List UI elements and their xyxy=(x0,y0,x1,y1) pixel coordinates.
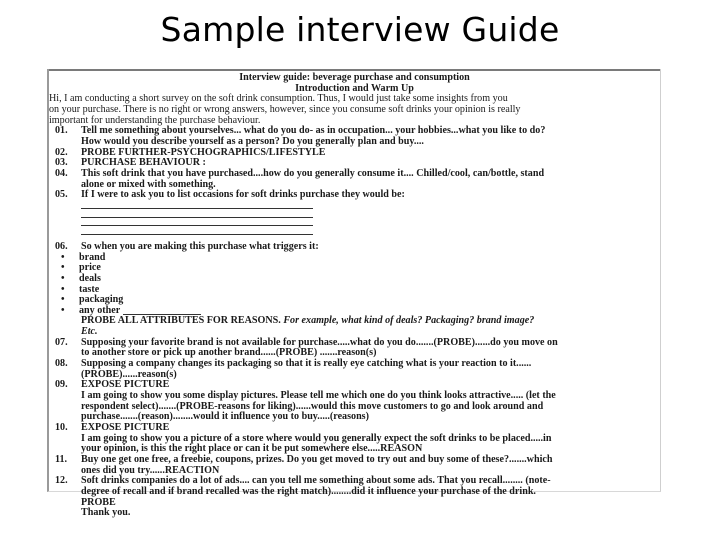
question-number: 05. xyxy=(55,189,68,201)
question-text: PURCHASE BEHAVIOUR : xyxy=(81,157,206,169)
list-item xyxy=(61,295,654,306)
question-number: 11. xyxy=(55,454,68,465)
intro-line: Hi, I am conducting a short survey on the soft drink consumption. Thus, I would just take some insights from you xyxy=(49,93,508,105)
question-text: Buy one get one free, a freebie, coupons, prizes. Do you get moved to try out and buy some of these?.......which xyxy=(81,454,553,465)
question-text: I am going to show you some display pictures. Please tell me which one do you think looks attractive..... (let the xyxy=(81,390,556,402)
intro-paragraph xyxy=(49,94,654,126)
question-text: alone or mixed with something. xyxy=(81,178,216,190)
question-text: respondent select).......(PROBE-reasons for liking)......would this move customers to go and look around and xyxy=(81,400,544,412)
answer-line xyxy=(81,209,313,218)
question-06 xyxy=(55,242,654,253)
list-item-label: brand xyxy=(79,251,106,263)
question-number: 08. xyxy=(55,358,68,370)
question-number: 03. xyxy=(55,157,68,169)
bullet-icon: • xyxy=(61,304,65,316)
question-text: So when you are making this purchase what triggers it: xyxy=(81,240,319,252)
question-title: EXPOSE PICTURE xyxy=(81,422,170,434)
bullet-icon: • xyxy=(61,283,65,295)
question-text: How would you describe yourself as a person? Do you generally plan and buy.... xyxy=(81,135,424,147)
question-text: If I were to ask you to list occasions for soft drinks purchase they would be: xyxy=(81,189,405,201)
question-11 xyxy=(55,455,654,476)
question-number: 06. xyxy=(55,240,68,252)
question-09 xyxy=(55,380,654,423)
answer-line xyxy=(81,218,313,227)
question-04 xyxy=(55,169,654,190)
question-10 xyxy=(55,423,654,455)
question-number: 09. xyxy=(55,379,68,391)
question-number: 07. xyxy=(55,336,68,348)
question-title: EXPOSE PICTURE xyxy=(81,379,170,391)
closing-text: Thank you. xyxy=(81,507,131,519)
question-text: (PROBE)......reason(s) xyxy=(81,368,177,380)
question-text: your opinion, is this the right place or can it be put somewhere else.....REASON xyxy=(81,443,423,455)
question-01 xyxy=(55,126,654,147)
question-number: 02. xyxy=(55,146,68,158)
list-item xyxy=(61,253,654,264)
bullet-icon: • xyxy=(61,251,65,263)
document-top-border xyxy=(49,69,660,71)
question-text: degree of recall and if brand recalled was the right match)........did it influence your purchase of the drink. xyxy=(81,485,536,497)
question-text: purchase.......(reason)........would it influence you to buy.....(reasons) xyxy=(81,411,369,423)
question-12 xyxy=(55,476,654,519)
guide-subheading: Introduction and Warm Up xyxy=(295,82,414,94)
question-text: Supposing a company changes its packaging so that it is really eye catching what is your reaction to it...... xyxy=(81,358,532,370)
probe-instruction xyxy=(55,316,654,337)
question-text: PROBE xyxy=(81,496,116,508)
answer-line xyxy=(123,306,201,315)
question-text: I am going to show you a picture of a store where would you generally expect the soft drinks to be placed.....in xyxy=(81,432,552,444)
probe-label: PROBE ALL ATTRIBUTES FOR REASONS. xyxy=(81,315,281,327)
question-number: 10. xyxy=(55,422,68,434)
question-number: 04. xyxy=(55,167,68,179)
question-08 xyxy=(55,359,654,380)
bullet-icon: • xyxy=(61,272,65,284)
guide-heading: Interview guide: beverage purchase and consumption xyxy=(239,72,470,83)
question-number: 01. xyxy=(55,125,68,137)
list-item-label: packaging xyxy=(79,294,124,306)
list-item xyxy=(61,274,654,285)
list-item-label: taste xyxy=(79,283,100,295)
question-text: ones did you try......REACTION xyxy=(81,464,220,476)
bullet-icon: • xyxy=(61,294,65,306)
answer-line xyxy=(81,226,313,235)
list-item xyxy=(61,285,654,296)
question-05 xyxy=(55,190,654,201)
answer-line xyxy=(81,201,313,210)
intro-line: on your purchase. There is no right or wrong answers, however, since you consume soft drinks your opinion is really xyxy=(49,103,521,115)
list-item-label: price xyxy=(79,262,101,274)
question-text: Soft drinks companies do a lot of ads.... can you tell me something about some ads. That you recall........ (note- xyxy=(81,475,551,487)
question-text: Supposing your favorite brand is not available for purchase.....what do you do.......(PROBE)......do you move on xyxy=(81,336,558,348)
question-text: to another store or pick up another brand......(PROBE) .......reason(s) xyxy=(81,347,377,359)
list-item-label: deals xyxy=(79,272,101,284)
probe-examples-cont: Etc. xyxy=(81,326,98,338)
probe-examples: For example, what kind of deals? Packaging? brand image? xyxy=(283,315,535,327)
bullet-icon: • xyxy=(61,262,65,274)
list-item xyxy=(61,263,654,274)
list-item-label: any other xyxy=(79,304,121,316)
slide-title: Sample interview Guide xyxy=(160,10,560,49)
interview-guide-document xyxy=(47,69,661,519)
question-text: PROBE FURTHER-PSYCHOGRAPHICS/LIFESTYLE xyxy=(81,146,326,158)
question-number: 12. xyxy=(55,475,68,487)
intro-line: important for understanding the purchase behaviour. xyxy=(49,114,261,126)
question-text: This soft drink that you have purchased....how do you generally consume it.... Chilled/cool, can/bottle, stand xyxy=(81,167,545,179)
question-07 xyxy=(55,338,654,359)
question-text: Tell me something about yourselves... what do you do- as in occupation... your hobbies...what you like to do? xyxy=(81,125,546,137)
